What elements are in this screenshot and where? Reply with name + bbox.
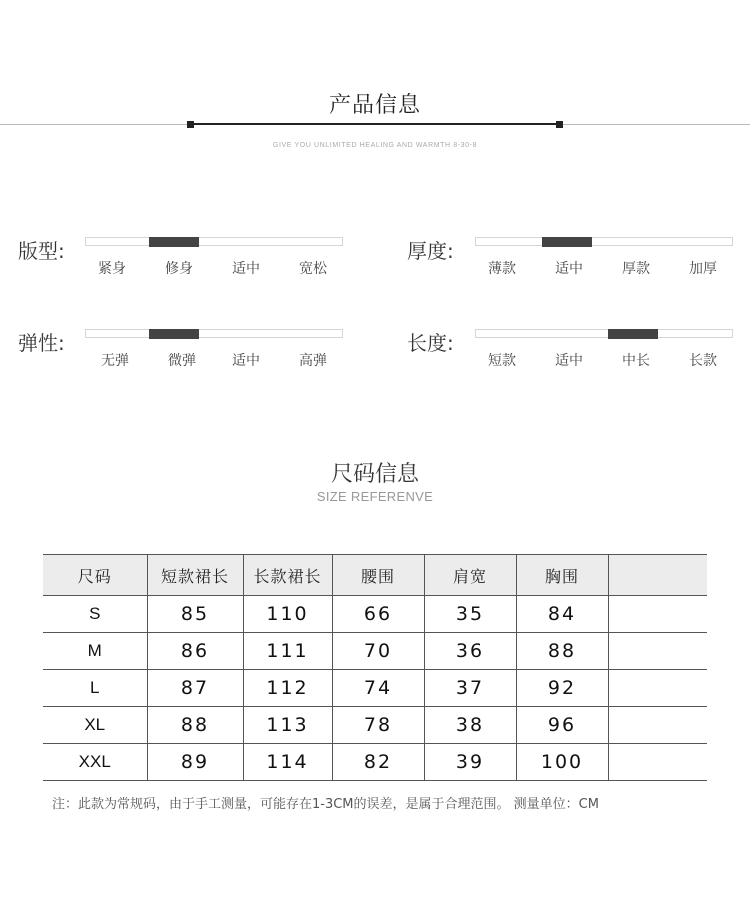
table-cell: 82 — [332, 744, 424, 781]
product-info-title: 产品信息 — [328, 93, 421, 118]
table-cell: 87 — [147, 670, 243, 707]
attribute-option: 中长 — [622, 353, 650, 369]
column-header: 长款裙长 — [243, 555, 332, 596]
table-cell: 84 — [516, 596, 608, 633]
table-cell: 110 — [243, 596, 332, 633]
table-header-row — [43, 555, 707, 596]
table-cell: 70 — [332, 633, 424, 670]
table-cell: 74 — [332, 670, 424, 707]
table-cell: 92 — [516, 670, 608, 707]
attribute-label: 弹性: — [18, 331, 65, 355]
column-header: 短款裙长 — [147, 555, 243, 596]
table-cell: 112 — [243, 670, 332, 707]
table-cell: 114 — [243, 744, 332, 781]
attribute-label: 版型: — [18, 239, 65, 263]
measurement-note: 注：此款为常规码，由于手工测量，可能存在1-3CM的误差，是属于合理范围。 测量单位：CM — [52, 797, 599, 812]
attribute-scale-bar — [85, 329, 343, 338]
attribute-scale-indicator — [149, 237, 199, 247]
table-cell: 111 — [243, 633, 332, 670]
attribute-option: 厚款 — [622, 261, 650, 277]
table-cell: 86 — [147, 633, 243, 670]
table-row — [43, 670, 707, 707]
table-cell: XL — [43, 707, 147, 744]
table-cell: M — [43, 633, 147, 670]
divider-center — [190, 123, 560, 125]
attribute-label: 厚度: — [407, 239, 454, 263]
attribute-option: 无弹 — [101, 353, 129, 369]
attribute-scale-indicator — [542, 237, 592, 247]
table-cell — [608, 707, 707, 744]
table-cell: 88 — [147, 707, 243, 744]
table-row — [43, 707, 707, 744]
attribute-scale-bar — [475, 237, 733, 246]
table-cell: 66 — [332, 596, 424, 633]
attribute-option: 适中 — [555, 261, 583, 277]
attribute-option: 适中 — [555, 353, 583, 369]
table-row — [43, 596, 707, 633]
column-header — [608, 555, 707, 596]
table-row — [43, 744, 707, 781]
table-cell: 78 — [332, 707, 424, 744]
table-cell: 39 — [424, 744, 516, 781]
attribute-scale-indicator — [608, 329, 658, 339]
attribute-option: 长款 — [689, 353, 717, 369]
attribute-option: 短款 — [488, 353, 516, 369]
size-table — [43, 554, 707, 781]
attribute-option: 适中 — [232, 353, 260, 369]
table-cell: 35 — [424, 596, 516, 633]
table-cell — [608, 596, 707, 633]
size-info-title: 尺码信息 — [330, 462, 419, 487]
attribute-option: 加厚 — [689, 261, 717, 277]
table-cell: L — [43, 670, 147, 707]
table-cell: 88 — [516, 633, 608, 670]
divider-dot-right — [556, 121, 563, 128]
table-cell: 37 — [424, 670, 516, 707]
table-cell: 96 — [516, 707, 608, 744]
table-row — [43, 633, 707, 670]
table-cell: 38 — [424, 707, 516, 744]
attribute-option: 适中 — [232, 261, 260, 277]
column-header: 腰围 — [332, 555, 424, 596]
divider-right — [560, 124, 750, 125]
column-header: 尺码 — [43, 555, 147, 596]
table-cell: 100 — [516, 744, 608, 781]
attribute-scale-bar — [85, 237, 343, 246]
table-cell: 89 — [147, 744, 243, 781]
table-cell: 85 — [147, 596, 243, 633]
attribute-option: 薄款 — [488, 261, 516, 277]
attribute-scale-bar — [475, 329, 733, 338]
column-header: 肩宽 — [424, 555, 516, 596]
product-info-subtitle: GIVE YOU UNLIMITED HEALING AND WARMTH 8-30-8 — [272, 142, 478, 149]
attribute-option: 微弹 — [168, 353, 196, 369]
attribute-label: 长度: — [407, 331, 454, 355]
attribute-option: 紧身 — [98, 261, 126, 277]
divider-left — [0, 124, 190, 125]
divider-dot-left — [187, 121, 194, 128]
attribute-scale-indicator — [149, 329, 199, 339]
attribute-option: 宽松 — [299, 261, 327, 277]
table-cell: 113 — [243, 707, 332, 744]
table-cell — [608, 670, 707, 707]
table-cell: XXL — [43, 744, 147, 781]
table-cell — [608, 744, 707, 781]
size-info-subtitle: SIZE REFERENVE — [316, 489, 434, 504]
attribute-option: 高弹 — [299, 353, 327, 369]
table-cell — [608, 633, 707, 670]
table-cell: S — [43, 596, 147, 633]
column-header: 胸围 — [516, 555, 608, 596]
attribute-option: 修身 — [165, 261, 193, 277]
table-cell: 36 — [424, 633, 516, 670]
